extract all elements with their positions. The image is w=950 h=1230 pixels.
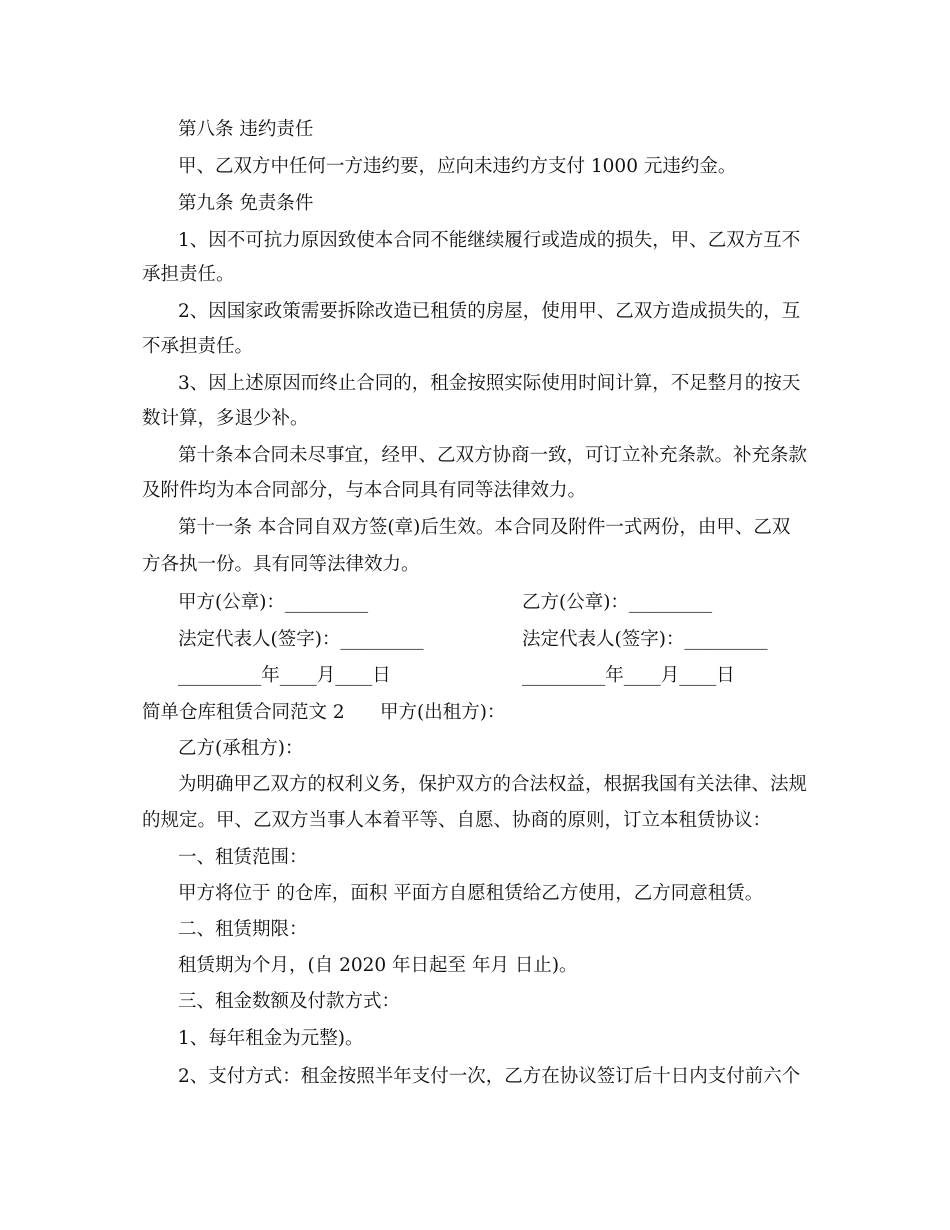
contract-2-preamble-line-2: 的规定。甲、乙双方当事人本着平等、自愿、协商的原则，订立本租赁协议： xyxy=(142,810,772,831)
party-b-seal-field: 乙方(公章)：_________ xyxy=(522,592,713,613)
party-a-representative-field: 法定代表人(签字)：_________ xyxy=(178,629,424,650)
article-11-line-2: 方各执一份。具有同等法律效力。 xyxy=(142,554,420,575)
section-2-text: 租赁期为个月，(自 2020 年日起至 年月 日止)。 xyxy=(178,955,578,976)
section-3-heading: 三、租金数额及付款方式： xyxy=(178,991,401,1012)
section-1-heading: 一、租赁范围： xyxy=(178,847,308,868)
article-9-item-3-line-2: 数计算，多退少补。 xyxy=(142,408,309,429)
article-9-item-2-line-2: 不承担责任。 xyxy=(142,336,254,357)
contract-2-title: 简单仓库租赁合同范文 2 xyxy=(142,702,345,723)
article-8-text: 甲、乙双方中任何一方违约要，应向未违约方支付 1000 元违约金。 xyxy=(178,156,737,177)
article-10-line-2: 及附件均为本合同部分，与本合同具有同等法律效力。 xyxy=(142,480,587,501)
contract-2-preamble-line-1: 为明确甲乙双方的权利义务，保护双方的合法权益，根据我国有关法律、法规 xyxy=(178,774,808,795)
article-9-item-2-line-1: 2、因国家政策需要拆除改造已租赁的房屋，使用甲、乙双方造成损失的，互 xyxy=(178,301,801,322)
section-3-item-1: 1、每年租金为元整)。 xyxy=(178,1028,364,1049)
article-8-heading: 第八条 违约责任 xyxy=(178,119,314,140)
article-9-heading: 第九条 免责条件 xyxy=(178,193,314,214)
article-9-item-1-line-1: 1、因不可抗力原因致使本合同不能继续履行或造成的损失，甲、乙双方互不 xyxy=(178,230,801,251)
article-10-line-1: 第十条本合同未尽事宜，经甲、乙双方协商一致，可订立补充条款。补充条款 xyxy=(178,445,808,466)
contract-2-lessor: 甲方(出租方)： xyxy=(380,702,506,723)
section-1-text: 甲方将位于 的仓库，面积 平面方自愿租赁给乙方使用，乙方同意租赁。 xyxy=(178,883,764,904)
party-a-seal-field: 甲方(公章)：_________ xyxy=(178,592,369,613)
contract-2-lessee: 乙方(承租方)： xyxy=(178,738,304,759)
section-3-item-2: 2、支付方式：租金按照半年支付一次，乙方在协议签订后十日内支付前六个 xyxy=(178,1066,801,1087)
section-2-heading: 二、租赁期限： xyxy=(178,919,308,940)
article-9-item-3-line-1: 3、因上述原因而终止合同的，租金按照实际使用时间计算，不足整月的按天 xyxy=(178,373,801,394)
party-a-date-field: _________年____月____日 xyxy=(178,665,391,686)
party-b-date-field: _________年____月____日 xyxy=(522,665,735,686)
article-9-item-1-line-2: 承担责任。 xyxy=(142,264,235,285)
article-11-line-1: 第十一条 本合同自双方签(章)后生效。本合同及附件一式两份，由甲、乙双 xyxy=(178,517,791,538)
party-b-representative-field: 法定代表人(签字)：_________ xyxy=(522,629,768,650)
